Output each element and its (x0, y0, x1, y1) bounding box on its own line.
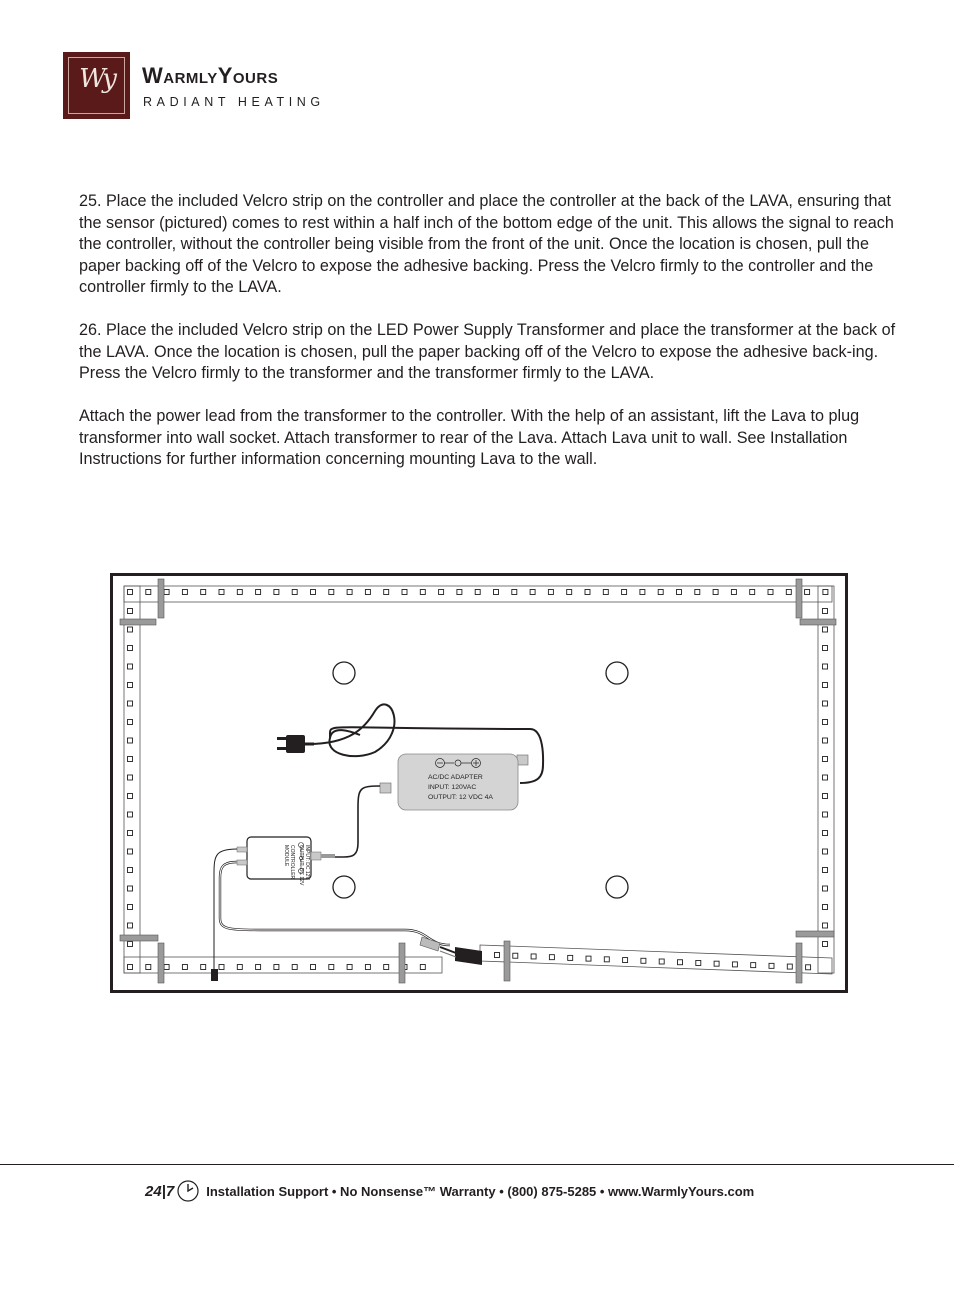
led-diode (823, 923, 828, 928)
led-diode (641, 958, 646, 963)
led-diode (128, 609, 133, 614)
controller-label-4: MODULE (283, 845, 289, 867)
mounting-hole (333, 662, 355, 684)
adapter-label-3: OUTPUT: 12 VDC 4A (428, 794, 493, 801)
led-diode (201, 590, 206, 595)
led-diode (128, 794, 133, 799)
led-diode (823, 905, 828, 910)
adapter-label-1: AC/DC ADAPTER (428, 774, 483, 781)
led-diode (457, 590, 462, 595)
mounting-clip (120, 935, 158, 941)
led-diode (274, 965, 279, 970)
led-diode (622, 590, 627, 595)
led-diode (128, 942, 133, 947)
led-diode (347, 590, 352, 595)
step-25-paragraph: 25. Place the included Velcro strip on the controller and place the controller at the back of the LAVA, ensuring that the sensor (pictured) comes to rest within a half inch of the bottom edge of the unit. This allows the signal to reach the controller, without the controller being visible from the front of the unit. Once the location is chosen, pull the paper backing off of the Velcro to expose the adhesive backing. Press the Velcro firmly to the controller and the controller firmly to the LAVA. (79, 192, 894, 296)
led-diode (714, 961, 719, 966)
clock-icon (176, 1179, 200, 1203)
brand-name: WarmlyYours (142, 63, 279, 88)
led-diode (256, 590, 261, 595)
led-diode (549, 955, 554, 960)
mounting-clip (796, 931, 834, 937)
led-diode (823, 868, 828, 873)
step-26-paragraph: 26. Place the included Velcro strip on the LED Power Supply Transformer and place the transformer at the back of the LAVA. Once the location is chosen, pull the paper backing off of the Velcro to expose the adhesive back-ing. Press the Velcro firmly to the transformer and the transformer firmly to the LAVA. (79, 321, 896, 382)
led-diode (146, 590, 151, 595)
mounting-hole (606, 876, 628, 898)
mounting-hole (333, 876, 355, 898)
ac-dc-adapter (380, 754, 528, 810)
led-diode (823, 701, 828, 706)
ir-sensor (211, 969, 218, 981)
led-diode (678, 960, 683, 965)
led-diode (365, 590, 370, 595)
mounting-hole (606, 662, 628, 684)
led-diode (347, 965, 352, 970)
led-diode (128, 905, 133, 910)
controller-label-2: OUTPUT: DC 12V (298, 845, 304, 886)
led-diode (146, 965, 151, 970)
led-diode (128, 590, 133, 595)
led-diode (623, 958, 628, 963)
led-diode (823, 849, 828, 854)
led-diode (164, 965, 169, 970)
led-diode (365, 965, 370, 970)
led-diode (531, 954, 536, 959)
led-diode (786, 590, 791, 595)
mounting-clip (796, 579, 802, 618)
led-diode (201, 965, 206, 970)
led-diode (732, 962, 737, 967)
led-diode (237, 590, 242, 595)
led-diode (823, 757, 828, 762)
led-diode (658, 590, 663, 595)
led-diode (823, 794, 828, 799)
led-diode (475, 590, 480, 595)
led-diode (292, 965, 297, 970)
led-diode (695, 590, 700, 595)
led-diode (585, 590, 590, 595)
brand-logo-mark (63, 52, 130, 119)
mounting-clip (796, 943, 802, 983)
footer-contact-text: Installation Support • No Nonsense™ Warranty • (800) 875-5285 • www.WarmlyYours.com (206, 1183, 755, 1199)
led-diode (128, 757, 133, 762)
led-diode (713, 590, 718, 595)
led-diode (548, 590, 553, 595)
led-diode (677, 590, 682, 595)
support-badge: 24|7 (145, 1182, 175, 1200)
led-diode (787, 964, 792, 969)
led-diode (128, 886, 133, 891)
led-diode (805, 590, 810, 595)
led-diode (823, 775, 828, 780)
led-diode (128, 646, 133, 651)
led-diode (823, 720, 828, 725)
led-diode (603, 590, 608, 595)
led-diode (731, 590, 736, 595)
led-diode (329, 965, 334, 970)
led-diode (420, 590, 425, 595)
led-diode (128, 965, 133, 970)
mounting-clip (158, 579, 164, 618)
adapter-label-2: INPUT: 120VAC (428, 784, 477, 791)
led-diode (494, 590, 499, 595)
led-diode (128, 849, 133, 854)
led-diode (128, 868, 133, 873)
led-diode (292, 590, 297, 595)
led-diode (128, 720, 133, 725)
led-diode (823, 664, 828, 669)
led-diode (823, 590, 828, 595)
mounting-clip (504, 941, 510, 981)
led-diode (256, 965, 261, 970)
footer (145, 1177, 754, 1205)
brand-tagline: RADIANT HEATING (143, 95, 325, 109)
led-diode (182, 965, 187, 970)
logo-monogram: Wy (79, 64, 114, 94)
led-diode (311, 590, 316, 595)
led-diode (769, 963, 774, 968)
led-diode (128, 923, 133, 928)
led-diode (182, 590, 187, 595)
led-diode (823, 646, 828, 651)
led-diode (768, 590, 773, 595)
led-diode (219, 590, 224, 595)
led-diode (384, 965, 389, 970)
led-diode (823, 886, 828, 891)
mounting-clip (120, 619, 156, 625)
led-diode (128, 812, 133, 817)
controller-label-3: CONTROLLER (289, 845, 295, 880)
led-diode (495, 953, 500, 958)
mounting-clip (158, 943, 164, 983)
led-diode (750, 590, 755, 595)
led-diode (128, 627, 133, 632)
led-diode (311, 965, 316, 970)
led-diode (237, 965, 242, 970)
led-diode (823, 942, 828, 947)
led-diode (329, 590, 334, 595)
instructions-body (79, 191, 901, 492)
led-diode (586, 956, 591, 961)
led-diode (128, 701, 133, 706)
wiring-diagram (110, 573, 848, 993)
led-diode (568, 955, 573, 960)
led-diode (402, 590, 407, 595)
led-diode (823, 738, 828, 743)
led-diode (604, 957, 609, 962)
mounting-clip (399, 943, 405, 983)
led-diode (128, 831, 133, 836)
controller-label-1: INPUT: DC 12V (304, 845, 310, 880)
led-diode (513, 953, 518, 958)
led-diode (530, 590, 535, 595)
led-diode (640, 590, 645, 595)
footer-divider (0, 1164, 954, 1165)
led-diode (164, 590, 169, 595)
led-diode (823, 812, 828, 817)
mounting-clip (800, 619, 836, 625)
led-diode (512, 590, 517, 595)
led-diode (806, 965, 811, 970)
led-diode (219, 965, 224, 970)
led-diode (696, 960, 701, 965)
led-diode (128, 738, 133, 743)
led-diode (751, 963, 756, 968)
led-diode (567, 590, 572, 595)
led-diode (659, 959, 664, 964)
led-diode (274, 590, 279, 595)
final-note-paragraph: Attach the power lead from the transformer to the controller. With the help of an assistant, lift the Lava to plug transformer into wall socket. Attach transformer to rear of the Lava. Attach Lava unit to wall. See Installation Instructions for further information concerning mounting Lava to the wall. (79, 407, 860, 468)
led-diode (128, 683, 133, 688)
led-diode (420, 965, 425, 970)
led-diode (823, 831, 828, 836)
led-diode (128, 775, 133, 780)
led-diode (823, 609, 828, 614)
led-diode (384, 590, 389, 595)
led-diode (823, 683, 828, 688)
led-diode (823, 627, 828, 632)
led-diode (128, 664, 133, 669)
led-diode (439, 590, 444, 595)
